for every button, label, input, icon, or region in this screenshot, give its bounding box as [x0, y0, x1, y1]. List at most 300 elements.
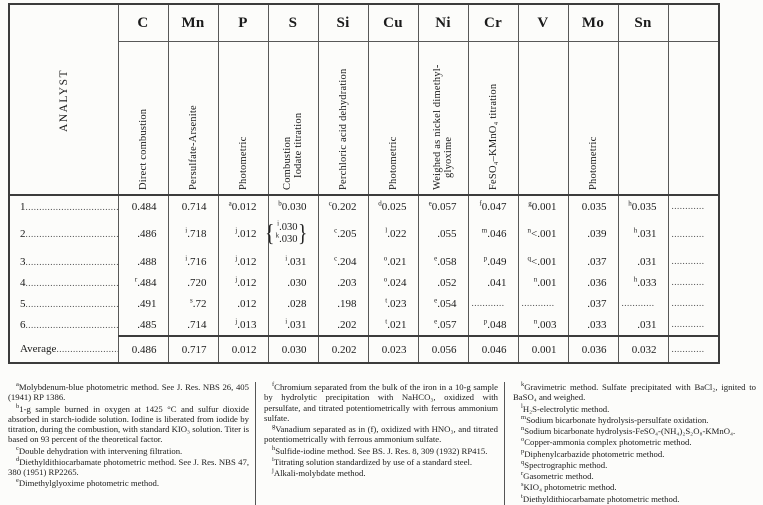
- method-footnote-ref: f: [479, 198, 482, 207]
- method-footnote-ref: c: [334, 253, 338, 262]
- method-label-line: FeSO₄–KMnO₄ titration: [487, 83, 499, 190]
- footnote-text: Diethyldithiocarbamate photometric method. See J. Res. NBS 47, 380 (1951) RP2265.: [8, 456, 249, 478]
- column-header-Cu: Cu: [368, 4, 418, 42]
- footnote-h: [264, 446, 498, 456]
- method-footnote-ref: m: [481, 226, 488, 235]
- cell-6-cr: [468, 314, 518, 336]
- cell-value: .049: [487, 255, 507, 268]
- cell-value: .031: [287, 318, 307, 331]
- analysis-table: [8, 3, 720, 364]
- cell-value: .052: [437, 276, 457, 289]
- cell-2-mn: [168, 217, 218, 251]
- footnote-k: [513, 382, 756, 403]
- column-header-S: S: [268, 4, 318, 42]
- cell-value: .72: [192, 297, 207, 310]
- cell-value: .202: [337, 318, 357, 331]
- method-footnote-ref: s: [190, 295, 193, 304]
- row-label: [10, 343, 118, 355]
- table-row-1: [9, 195, 719, 217]
- cell-value: .012: [237, 297, 257, 310]
- method-label-line: glyoxime: [443, 136, 454, 178]
- method-footnote-ref: e: [434, 253, 438, 262]
- dotted-leader: [522, 299, 554, 308]
- method-footnote-ref: p: [483, 253, 488, 262]
- cell-value: 0.057: [431, 200, 457, 213]
- footnote-text: H₂S-electrolytic method.: [522, 403, 610, 414]
- cell-value: .054: [437, 297, 457, 310]
- table-row-2: [9, 217, 719, 251]
- cell-value: .486: [137, 228, 157, 240]
- footnote-ref-letter: t: [521, 492, 523, 500]
- footnote-r: [513, 471, 756, 481]
- method-footnote-ref: b: [278, 198, 282, 207]
- cell-average-si: [318, 336, 368, 363]
- cell-value: <.001: [531, 228, 557, 240]
- cell-value: .013: [237, 318, 257, 331]
- footnote-text: Dimethylglyoxime photometric method.: [18, 478, 160, 489]
- analyst-header-label: ANALYST: [57, 68, 70, 132]
- method-header-Mo: [568, 42, 618, 196]
- method-footnote-ref: e: [428, 198, 432, 207]
- cell-value: 0.202: [331, 200, 357, 213]
- dots-cell: [668, 272, 719, 293]
- method-footnote-ref: j: [235, 226, 238, 235]
- cell-4-cu: [368, 272, 418, 293]
- dotted-leader: [26, 321, 118, 330]
- dotted-leader: [26, 300, 118, 309]
- footnote-c: [8, 446, 249, 456]
- brace-cell: [265, 217, 318, 251]
- cell-2-mo: [568, 217, 618, 251]
- method-footnote-ref: t: [385, 316, 388, 325]
- cell-6-ni: [418, 314, 468, 336]
- footnote-text: Double dehydration with intervening filtration.: [18, 445, 183, 456]
- method-footnote-ref: e: [434, 295, 438, 304]
- column-header-Cr: Cr: [468, 4, 518, 42]
- row-label: [10, 277, 118, 289]
- cell-6-c: [118, 314, 168, 336]
- cell-6-s: [268, 314, 318, 336]
- footnote-t: [513, 494, 756, 504]
- cell-3-mn: [168, 251, 218, 272]
- footnote-text: Gasometric method.: [523, 471, 594, 482]
- row-label-text: 5: [20, 297, 26, 310]
- method-label-line: Combustion: [282, 136, 293, 190]
- dotted-leader: [26, 279, 118, 288]
- dots-cell: [618, 293, 668, 314]
- cell-value: .714: [187, 318, 207, 331]
- cell-3-ni: [418, 251, 468, 272]
- cell-3-si: [318, 251, 368, 272]
- footnote-j: [264, 468, 498, 478]
- method-label: [488, 46, 499, 190]
- method-footnote-ref: n: [533, 274, 538, 283]
- dots-cell: [468, 293, 518, 314]
- footnote-text: Chromium separated from the bulk of the iron in a 10-g sample by hydrolytic precipitation with NaHCO₃, oxidized with persulfate, and titrated potentiometrically with ferrous ammonium sulfate.: [264, 382, 498, 423]
- footnote-n: [513, 426, 756, 436]
- cell-3-cu: [368, 251, 418, 272]
- footnote-text: Diethyldithiocarbamate photometric method.: [522, 493, 680, 504]
- method-footnote-ref: d: [378, 198, 382, 207]
- footnote-text: KIO₄ photometric method.: [523, 482, 617, 493]
- cell-average-p: [218, 336, 268, 363]
- cell-average-s: [268, 336, 318, 363]
- cell-4-ni: [418, 272, 468, 293]
- footnote-ref-letter: k: [521, 381, 525, 389]
- dotted-leader: [672, 299, 705, 308]
- cell-value: .718: [187, 228, 207, 240]
- cell-1-p: [218, 195, 268, 217]
- method-footnote-ref: o: [383, 274, 388, 283]
- cell-value: .041: [487, 276, 507, 289]
- method-label: [432, 46, 454, 190]
- cell-value: .198: [337, 297, 357, 310]
- table-header: [9, 4, 719, 195]
- cell-value: .203: [337, 276, 357, 289]
- method-footnote-ref: j: [235, 316, 238, 325]
- dotted-leader: [672, 257, 705, 266]
- method-label-line: Photometric: [387, 136, 399, 190]
- footnote-o: [513, 437, 756, 447]
- cell-3-s: [268, 251, 318, 272]
- method-footnote-ref: g: [528, 198, 532, 207]
- footnote-g: [264, 424, 498, 445]
- cell-value: 0.036: [581, 343, 607, 356]
- cell-4-p: [218, 272, 268, 293]
- footnote-q: [513, 460, 756, 470]
- method-header-Sn: [618, 42, 668, 196]
- footnote-ref-letter: j: [272, 467, 274, 475]
- cell-value: .012: [237, 255, 257, 268]
- cell-value: .012: [237, 228, 257, 240]
- cell-value: .048: [487, 318, 507, 331]
- method-footnote-ref: l: [385, 226, 388, 235]
- dots-cell: [668, 293, 719, 314]
- cell-3-mo: [568, 251, 618, 272]
- row-label-cell: [9, 336, 118, 363]
- method-footnote-ref: k: [275, 231, 280, 240]
- cell-value: .022: [387, 228, 407, 240]
- cell-5-c: [118, 293, 168, 314]
- method-footnote-ref: a: [228, 198, 232, 207]
- footnote-text: Titrating solution standardized by use of a standard steel.: [273, 456, 473, 467]
- cell-average-sn: [618, 336, 668, 363]
- cell-value: .039: [587, 228, 607, 240]
- cell-value: 0.056: [431, 343, 457, 356]
- row-label-cell: [9, 217, 118, 251]
- cell-value: .031: [287, 255, 307, 268]
- method-footnote-ref: i: [185, 226, 188, 235]
- cell-4-v: [518, 272, 568, 293]
- table-row-4: [9, 272, 719, 293]
- cell-3-c: [118, 251, 168, 272]
- footnote-text: Sulfide-iodine method. See BS. J. Res. 8, 309 (1932) RP415.: [275, 445, 488, 456]
- dotted-leader: [672, 278, 705, 287]
- cell-4-s: [268, 272, 318, 293]
- method-footnote-ref: e: [434, 316, 438, 325]
- method-footnote-ref: i: [185, 253, 188, 262]
- analyst-header: [9, 4, 118, 195]
- cell-2-v: [518, 217, 568, 251]
- cell-5-p: [218, 293, 268, 314]
- cell-value: 0.030: [281, 200, 307, 213]
- footnote-s: [513, 482, 756, 492]
- dotted-leader: [26, 230, 118, 239]
- row-label-text: Average: [20, 343, 57, 355]
- brace-line: [275, 231, 298, 246]
- cell-4-cr: [468, 272, 518, 293]
- duplicate-values: [275, 219, 298, 246]
- footnote-p: [513, 449, 756, 459]
- cell-6-p: [218, 314, 268, 336]
- cell-value: .716: [187, 255, 207, 268]
- cell-6-mo: [568, 314, 618, 336]
- footnote-text: Gravimetric method. Sulfate precipitated with BaCl₂, ignited to BaSO₄ and weighed.: [513, 382, 756, 403]
- footnote-i: [264, 457, 498, 467]
- cell-1-ni: [418, 195, 468, 217]
- footnote-ref-letter: s: [521, 481, 524, 489]
- cell-value: .037: [587, 255, 607, 268]
- cell-value: .058: [437, 255, 457, 268]
- dots-cell: [668, 195, 719, 217]
- cell-value: 0.714: [181, 200, 207, 213]
- dots-cell: [668, 217, 719, 251]
- cell-1-sn: [618, 195, 668, 217]
- column-header-Mo: Mo: [568, 4, 618, 42]
- duplicate-values-group: [265, 219, 308, 247]
- method-label-line: Persulfate-Arsenite: [187, 105, 199, 190]
- method-footnote-ref: i: [277, 219, 280, 228]
- cell-average-mn: [168, 336, 218, 363]
- cell-average-mo: [568, 336, 618, 363]
- column-header-Sn: Sn: [618, 4, 668, 42]
- method-header-S: [268, 42, 318, 196]
- cell-2-cu: [368, 217, 418, 251]
- method-footnote-ref: h: [628, 198, 632, 207]
- cell-average-cu: [368, 336, 418, 363]
- cell-value: .057: [437, 318, 457, 331]
- cell-average-cr: [468, 336, 518, 363]
- cell-value: 0.202: [331, 343, 357, 356]
- cell-value: <.001: [531, 255, 557, 268]
- cell-2-cr: [468, 217, 518, 251]
- dotted-leader: [472, 299, 504, 308]
- dots-cell: [668, 251, 719, 272]
- table-row-3: [9, 251, 719, 272]
- cell-value: .491: [137, 297, 157, 310]
- column-header-blank: [668, 4, 719, 42]
- cell-2-sn: [618, 217, 668, 251]
- cell-value: .036: [587, 276, 607, 289]
- column-header-C: C: [118, 4, 168, 42]
- cell-value: .720: [187, 276, 207, 289]
- method-header-Ni: [418, 42, 468, 196]
- cell-value: .023: [387, 297, 407, 310]
- method-label-line: Direct combustion: [137, 108, 149, 190]
- method-footnote-ref: j: [235, 274, 238, 283]
- dotted-leader: [672, 345, 705, 354]
- cell-average-v: [518, 336, 568, 363]
- row-label-text: 1: [20, 200, 26, 213]
- row-label-text: 6: [20, 319, 26, 331]
- footnote-ref-letter: d: [16, 455, 20, 463]
- dotted-leader: [672, 320, 705, 329]
- cell-1-si: [318, 195, 368, 217]
- method-footnote-ref: h: [633, 274, 638, 283]
- cell-value: .021: [387, 318, 407, 331]
- footnote-ref-letter: e: [16, 477, 19, 485]
- footnote-ref-letter: a: [16, 381, 19, 389]
- cell-4-mn: [168, 272, 218, 293]
- cell-value: 0.001: [531, 200, 557, 213]
- cell-value: 0.035: [631, 200, 657, 213]
- cell-value: .030: [279, 234, 298, 245]
- column-header-V: V: [518, 4, 568, 42]
- footnote-ref-letter: o: [521, 436, 525, 444]
- column-header-Si: Si: [318, 4, 368, 42]
- dotted-leader: [672, 230, 705, 239]
- footnote-ref-letter: i: [272, 455, 274, 463]
- method-header-Cr: [468, 42, 518, 196]
- cell-1-s: [268, 195, 318, 217]
- footnote-column-3: [504, 382, 756, 505]
- cell-value: .485: [137, 318, 157, 331]
- footnotes: [8, 382, 756, 505]
- row-label: [10, 319, 118, 331]
- footnote-text: Spectrographic method.: [524, 459, 608, 470]
- method-label: [238, 46, 249, 190]
- footnote-text: Diphenylcarbazide photometric method.: [524, 448, 665, 459]
- row-label-cell: [9, 314, 118, 336]
- footnote-e: [8, 478, 249, 488]
- footnote-text: Molybdenum-blue photometric method. See J. Res. NBS 26, 405 (1941) RP 1386.: [8, 382, 249, 403]
- cell-3-cr: [468, 251, 518, 272]
- cell-value: .028: [287, 297, 307, 310]
- cell-value: 0.032: [631, 343, 657, 356]
- footnote-b: [8, 404, 249, 445]
- cell-value: .033: [587, 318, 607, 331]
- cell-value: 0.484: [131, 200, 157, 213]
- method-label-line: Weighed as nickel dimethyl-: [432, 64, 443, 190]
- cell-value: .204: [337, 255, 357, 268]
- cell-value: .001: [537, 276, 557, 289]
- footnote-ref-letter: c: [16, 444, 19, 452]
- method-header-blank: [668, 42, 719, 196]
- dotted-leader: [56, 345, 117, 354]
- footnote-ref-letter: r: [521, 470, 524, 478]
- method-footnote-ref: n: [533, 316, 538, 325]
- cell-value: .021: [387, 255, 407, 268]
- right-brace: }: [298, 221, 308, 247]
- cell-value: .484: [137, 276, 157, 289]
- footnote-ref-letter: m: [521, 413, 527, 421]
- cell-value: 0.047: [481, 200, 507, 213]
- row-label-cell: [9, 251, 118, 272]
- cell-value: .055: [437, 228, 457, 240]
- cell-value: 0.486: [131, 343, 157, 356]
- method-header-P: [218, 42, 268, 196]
- method-footnote-ref: i: [285, 316, 288, 325]
- cell-5-mn: [168, 293, 218, 314]
- footnote-m: [513, 415, 756, 425]
- cell-1-mo: [568, 195, 618, 217]
- cell-average-c: [118, 336, 168, 363]
- cell-4-c: [118, 272, 168, 293]
- method-header-Cu: [368, 42, 418, 196]
- cell-value: .024: [387, 276, 407, 289]
- row-label-text: 4: [20, 276, 26, 289]
- cell-5-mo: [568, 293, 618, 314]
- method-footnote-ref: q: [527, 253, 532, 262]
- cell-value: .037: [587, 297, 607, 310]
- row-label: [10, 201, 118, 213]
- footnote-text: Sodium bicarbonate hydrolysis-FeSO₄-(NH₄)₂S₂O₈-KMnO₄.: [524, 426, 736, 437]
- footnote-ref-letter: q: [521, 458, 525, 466]
- cell-value: .205: [337, 228, 357, 240]
- cell-1-mn: [168, 195, 218, 217]
- footnote-ref-letter: p: [521, 447, 525, 455]
- cell-2-p: [218, 217, 268, 251]
- cell-3-sn: [618, 251, 668, 272]
- method-footnote-ref: n: [527, 226, 532, 235]
- method-label-line: Perchloric acid dehydration: [337, 68, 349, 190]
- cell-6-si: [318, 314, 368, 336]
- cell-value: .488: [137, 255, 157, 268]
- cell-value: .012: [237, 276, 257, 289]
- column-header-P: P: [218, 4, 268, 42]
- cell-6-mn: [168, 314, 218, 336]
- footnote-column-1: [8, 382, 255, 505]
- footnote-a: [8, 382, 249, 403]
- method-header-Si: [318, 42, 368, 196]
- row-label: [10, 298, 118, 310]
- cell-5-s: [268, 293, 318, 314]
- row-label-cell: [9, 195, 118, 217]
- cell-value: .031: [637, 255, 657, 268]
- method-footnote-ref: p: [483, 316, 488, 325]
- cell-3-p: [218, 251, 268, 272]
- column-header-Mn: Mn: [168, 4, 218, 42]
- cell-value: .031: [637, 318, 657, 331]
- cell-value: .031: [637, 228, 657, 240]
- dotted-leader: [622, 299, 654, 308]
- footnote-text: Copper-ammonia complex photometric method.: [524, 437, 692, 448]
- row-label-text: 3: [20, 255, 26, 268]
- method-label-line: Iodate titration: [293, 112, 304, 178]
- footnote-ref-letter: l: [521, 402, 523, 410]
- cell-5-cu: [368, 293, 418, 314]
- cell-6-cu: [368, 314, 418, 336]
- footnote-d: [8, 457, 249, 478]
- cell-2-ni: [418, 217, 468, 251]
- cell-value: .030: [287, 276, 307, 289]
- method-footnote-ref: c: [328, 198, 332, 207]
- footnote-text: Vanadium separated as in (f), oxidized with HNO₃, and titrated potentiometrically with ferrous ammonium sulfate.: [264, 424, 498, 445]
- footnote-text: Alkali-molybdate method.: [273, 468, 366, 479]
- method-footnote-ref: c: [334, 226, 338, 235]
- row-label-cell: [9, 272, 118, 293]
- method-footnote-ref: j: [235, 253, 238, 262]
- method-footnote-ref: t: [385, 295, 388, 304]
- footnote-text: 1-g sample burned in oxygen at 1425 °C and sulfur dioxide absorbed in starch-iodide solution. Iodine is liberated from iodide by titration, during the combustion, with standard KIO₃ solution. Titer is based on 93 percent of the theoretical factor.: [8, 403, 249, 445]
- cell-value: .033: [637, 276, 657, 289]
- left-brace: {: [265, 221, 275, 247]
- cell-5-ni: [418, 293, 468, 314]
- cell-value: 0.012: [231, 343, 257, 356]
- dots-cell: [668, 314, 719, 336]
- cell-value: 0.030: [281, 343, 307, 356]
- cell-2-si: [318, 217, 368, 251]
